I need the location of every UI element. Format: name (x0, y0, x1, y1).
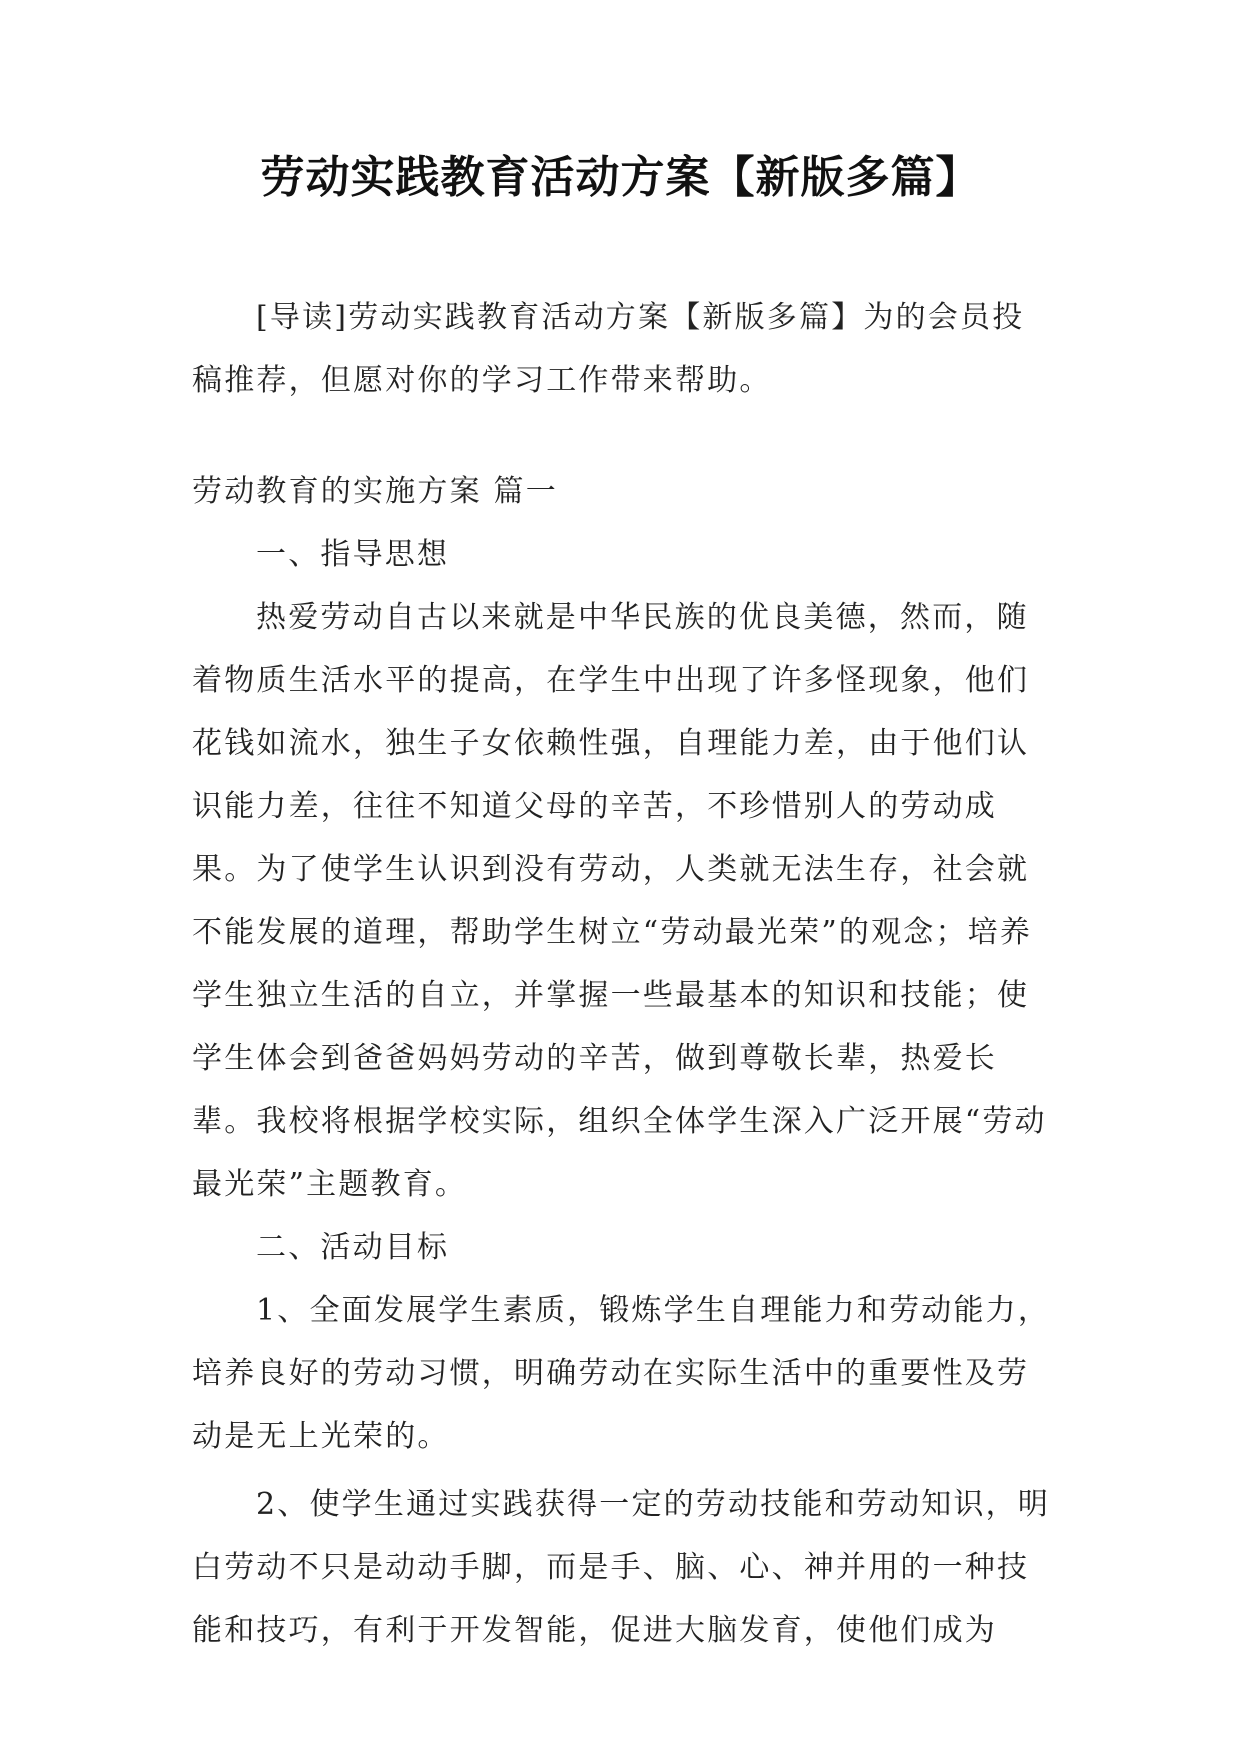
intro-paragraph: [导读]劳动实践教育活动方案【新版多篇】为的会员投稿推荐，但愿对你的学习工作带来帮助。 (192, 300, 1025, 398)
paragraph-guiding-ideology: 热爱劳动自古以来就是中华民族的优良美德，然而，随着物质生活水平的提高，在学生中出现了许多怪现象，他们花钱如流水，独生子女依赖性强，自理能力差，由于他们认识能力差，往往不知道父母的辛苦，不珍惜别人的劳动成果。为了使学生认识到没有劳动，人类就无法生存，社会就不能发展的道理，帮助学生树立“劳动最光荣”的观念；培养学生独立生活的自立，并掌握一些最基本的知识和技能；使学生体会到爸爸妈妈劳动的辛苦，做到尊敬长辈，热爱长辈。我校将根据学校实际，组织全体学生深入广泛开展“劳动最光荣”主题教育。 (192, 600, 1047, 1202)
intro-block (192, 286, 1052, 412)
heading-guiding-ideology: 一、指导思想 (256, 537, 450, 572)
section-title: 劳动教育的实施方案 篇一 (192, 474, 558, 509)
document-title: 劳动实践教育活动方案【新版多篇】 (260, 152, 981, 203)
main-content (192, 460, 1052, 1662)
heading-activity-goals: 二、活动目标 (256, 1230, 450, 1265)
goal-item-2: 2、使学生通过实践获得一定的劳动技能和劳动知识，明白劳动不只是动动手脚，而是手、脑、心、神并用的一种技能和技巧，有利于开发智能，促进大脑发育，使他们成为 (192, 1487, 1051, 1648)
goal-item-1: 1、全面发展学生素质，锻炼学生自理能力和劳动能力，培养良好的劳动习惯，明确劳动在实际生活中的重要性及劳动是无上光荣的。 (192, 1293, 1051, 1454)
